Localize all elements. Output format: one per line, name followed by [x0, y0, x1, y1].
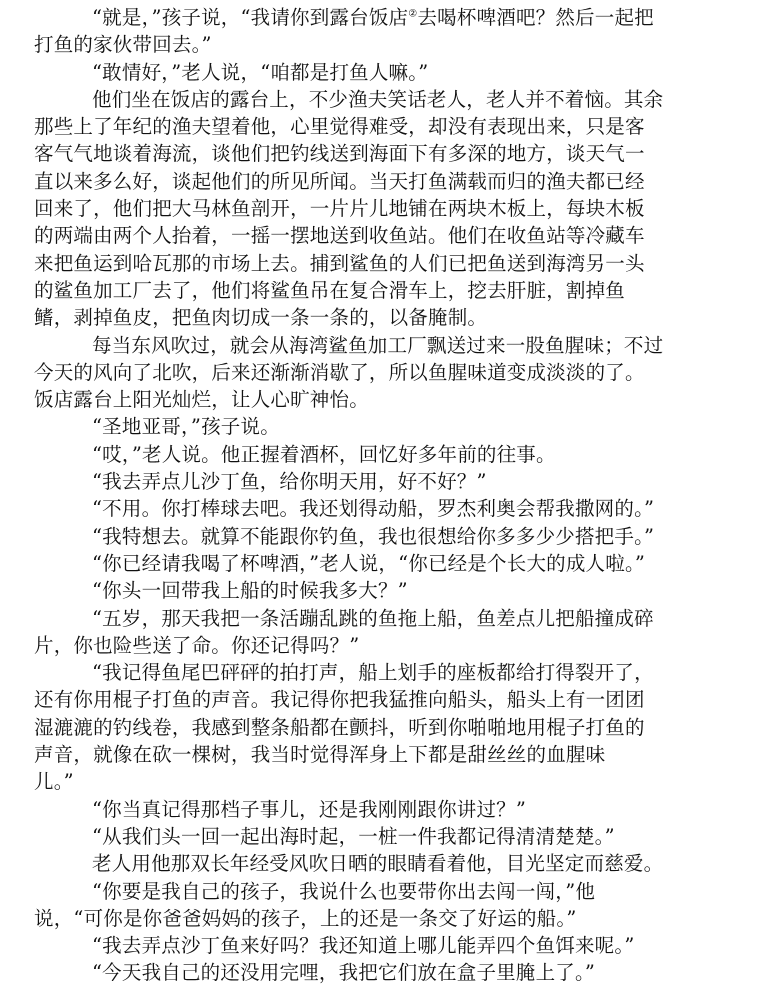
- text-line: “圣地亚哥，”孩子说。: [92, 415, 280, 439]
- text-line: [34, 4, 733, 31]
- text-line: 今天的风向了北吹，后来还渐渐消歇了，所以鱼腥味道变成淡淡的了。: [34, 360, 645, 384]
- text-line: “我特想去。就算不能跟你钓鱼，我也很想给你多多少少搭把手。”: [92, 524, 655, 548]
- text-line: “哎，”老人说。他正握着酒杯，回忆好多年前的往事。: [92, 442, 556, 466]
- text-line: “敢情好，”老人说，“咱都是打鱼人嘛。”: [92, 60, 429, 84]
- text-line: 湿漉漉的钓线卷，我感到整条船都在颤抖，听到你啪啪地用棍子打鱼的: [34, 715, 645, 739]
- text-line: “今天我自己的还没用完哩，我把它们放在盒子里腌上了。”: [92, 961, 596, 985]
- footnote-marker: ②: [408, 8, 418, 20]
- text-line: “我去弄点沙丁鱼来好吗？我还知道上哪儿能弄四个鱼饵来呢。”: [92, 934, 635, 958]
- text-line: 儿。”: [34, 770, 74, 794]
- text-line: “你已经请我喝了杯啤酒，”老人说，“你已经是个长大的成人啦。”: [92, 551, 646, 575]
- text-line: “从我们头一回一起出海时起，一桩一件我都记得清清楚楚。”: [92, 824, 615, 848]
- text-line: 每当东风吹过，就会从海湾鲨鱼加工厂飘送过来一股鱼腥味；不过: [92, 333, 664, 357]
- text-line: 饭店露台上阳光灿烂，让人心旷神怡。: [34, 388, 369, 412]
- text-line: 老人用他那双长年经受风吹日晒的眼睛看着他，目光坚定而慈爱。: [92, 852, 664, 876]
- text-segment: “就是，”孩子说，“我请你到露台饭店: [92, 6, 409, 29]
- text-line: 来把鱼运到哈瓦那的市场上去。捕到鲨鱼的人们已把鱼送到海湾另一头: [34, 251, 645, 275]
- text-line: 打鱼的家伙带回去。”: [34, 33, 212, 57]
- text-line: “我记得鱼尾巴砰砰的拍打声，船上划手的座板都给打得裂开了，: [92, 661, 654, 685]
- text-line: “我去弄点儿沙丁鱼，给你明天用，好不好？”: [92, 470, 487, 494]
- text-line: 的鲨鱼加工厂去了，他们将鲨鱼吊在复合滑车上，挖去肝脏，割掉鱼: [34, 278, 626, 302]
- text-line: 还有你用棍子打鱼的声音。我记得你把我猛推向船头，船头上有一团团: [34, 688, 645, 712]
- text-line: 客气气地谈着海流，谈他们把钓线送到海面下有多深的地方，谈天气一: [34, 142, 645, 166]
- text-line: 他们坐在饭店的露台上，不少渔夫笑话老人，老人并不着恼。其余: [92, 87, 664, 111]
- text-line: “你当真记得那档子事儿，还是我刚刚跟你讲过？”: [92, 797, 527, 821]
- text-line: 说，“可你是你爸爸妈妈的孩子，上的还是一条交了好运的船。”: [34, 906, 577, 930]
- text-line: “不用。你打棒球去吧。我还划得动船，罗杰利奥会帮我撒网的。”: [92, 497, 655, 521]
- text-line: 片，你也险些送了命。你还记得吗？”: [34, 633, 360, 657]
- text-line: 鳍，剥掉鱼皮，把鱼肉切成一条一条的，以备腌制。: [34, 306, 488, 330]
- text-line: 声音，就像在砍一棵树，我当时觉得浑身上下都是甜丝丝的血腥味: [34, 743, 606, 767]
- text-line: 直以来多么好，谈起他们的所见所闻。当天打鱼满载而归的渔夫都已经: [34, 169, 645, 193]
- text-line: 那些上了年纪的渔夫望着他，心里觉得难受，却没有表现出来，只是客: [34, 115, 645, 139]
- text-segment: 去喝杯啤酒吧？然后一起把: [417, 6, 654, 29]
- text-line: “你要是我自己的孩子，我说什么也要带你出去闯一闯，”他: [92, 879, 596, 903]
- text-line: 回来了，他们把大马林鱼剖开，一片片儿地铺在两块木板上，每块木板: [34, 197, 645, 221]
- text-line: “你头一回带我上船的时候我多大？”: [92, 579, 408, 603]
- text-line: “五岁，那天我把一条活蹦乱跳的鱼拖上船，鱼差点儿把船撞成碎: [92, 606, 654, 630]
- text-line: 的两端由两个人抬着，一摇一摆地送到收鱼站。他们在收鱼站等冷藏车: [34, 224, 645, 248]
